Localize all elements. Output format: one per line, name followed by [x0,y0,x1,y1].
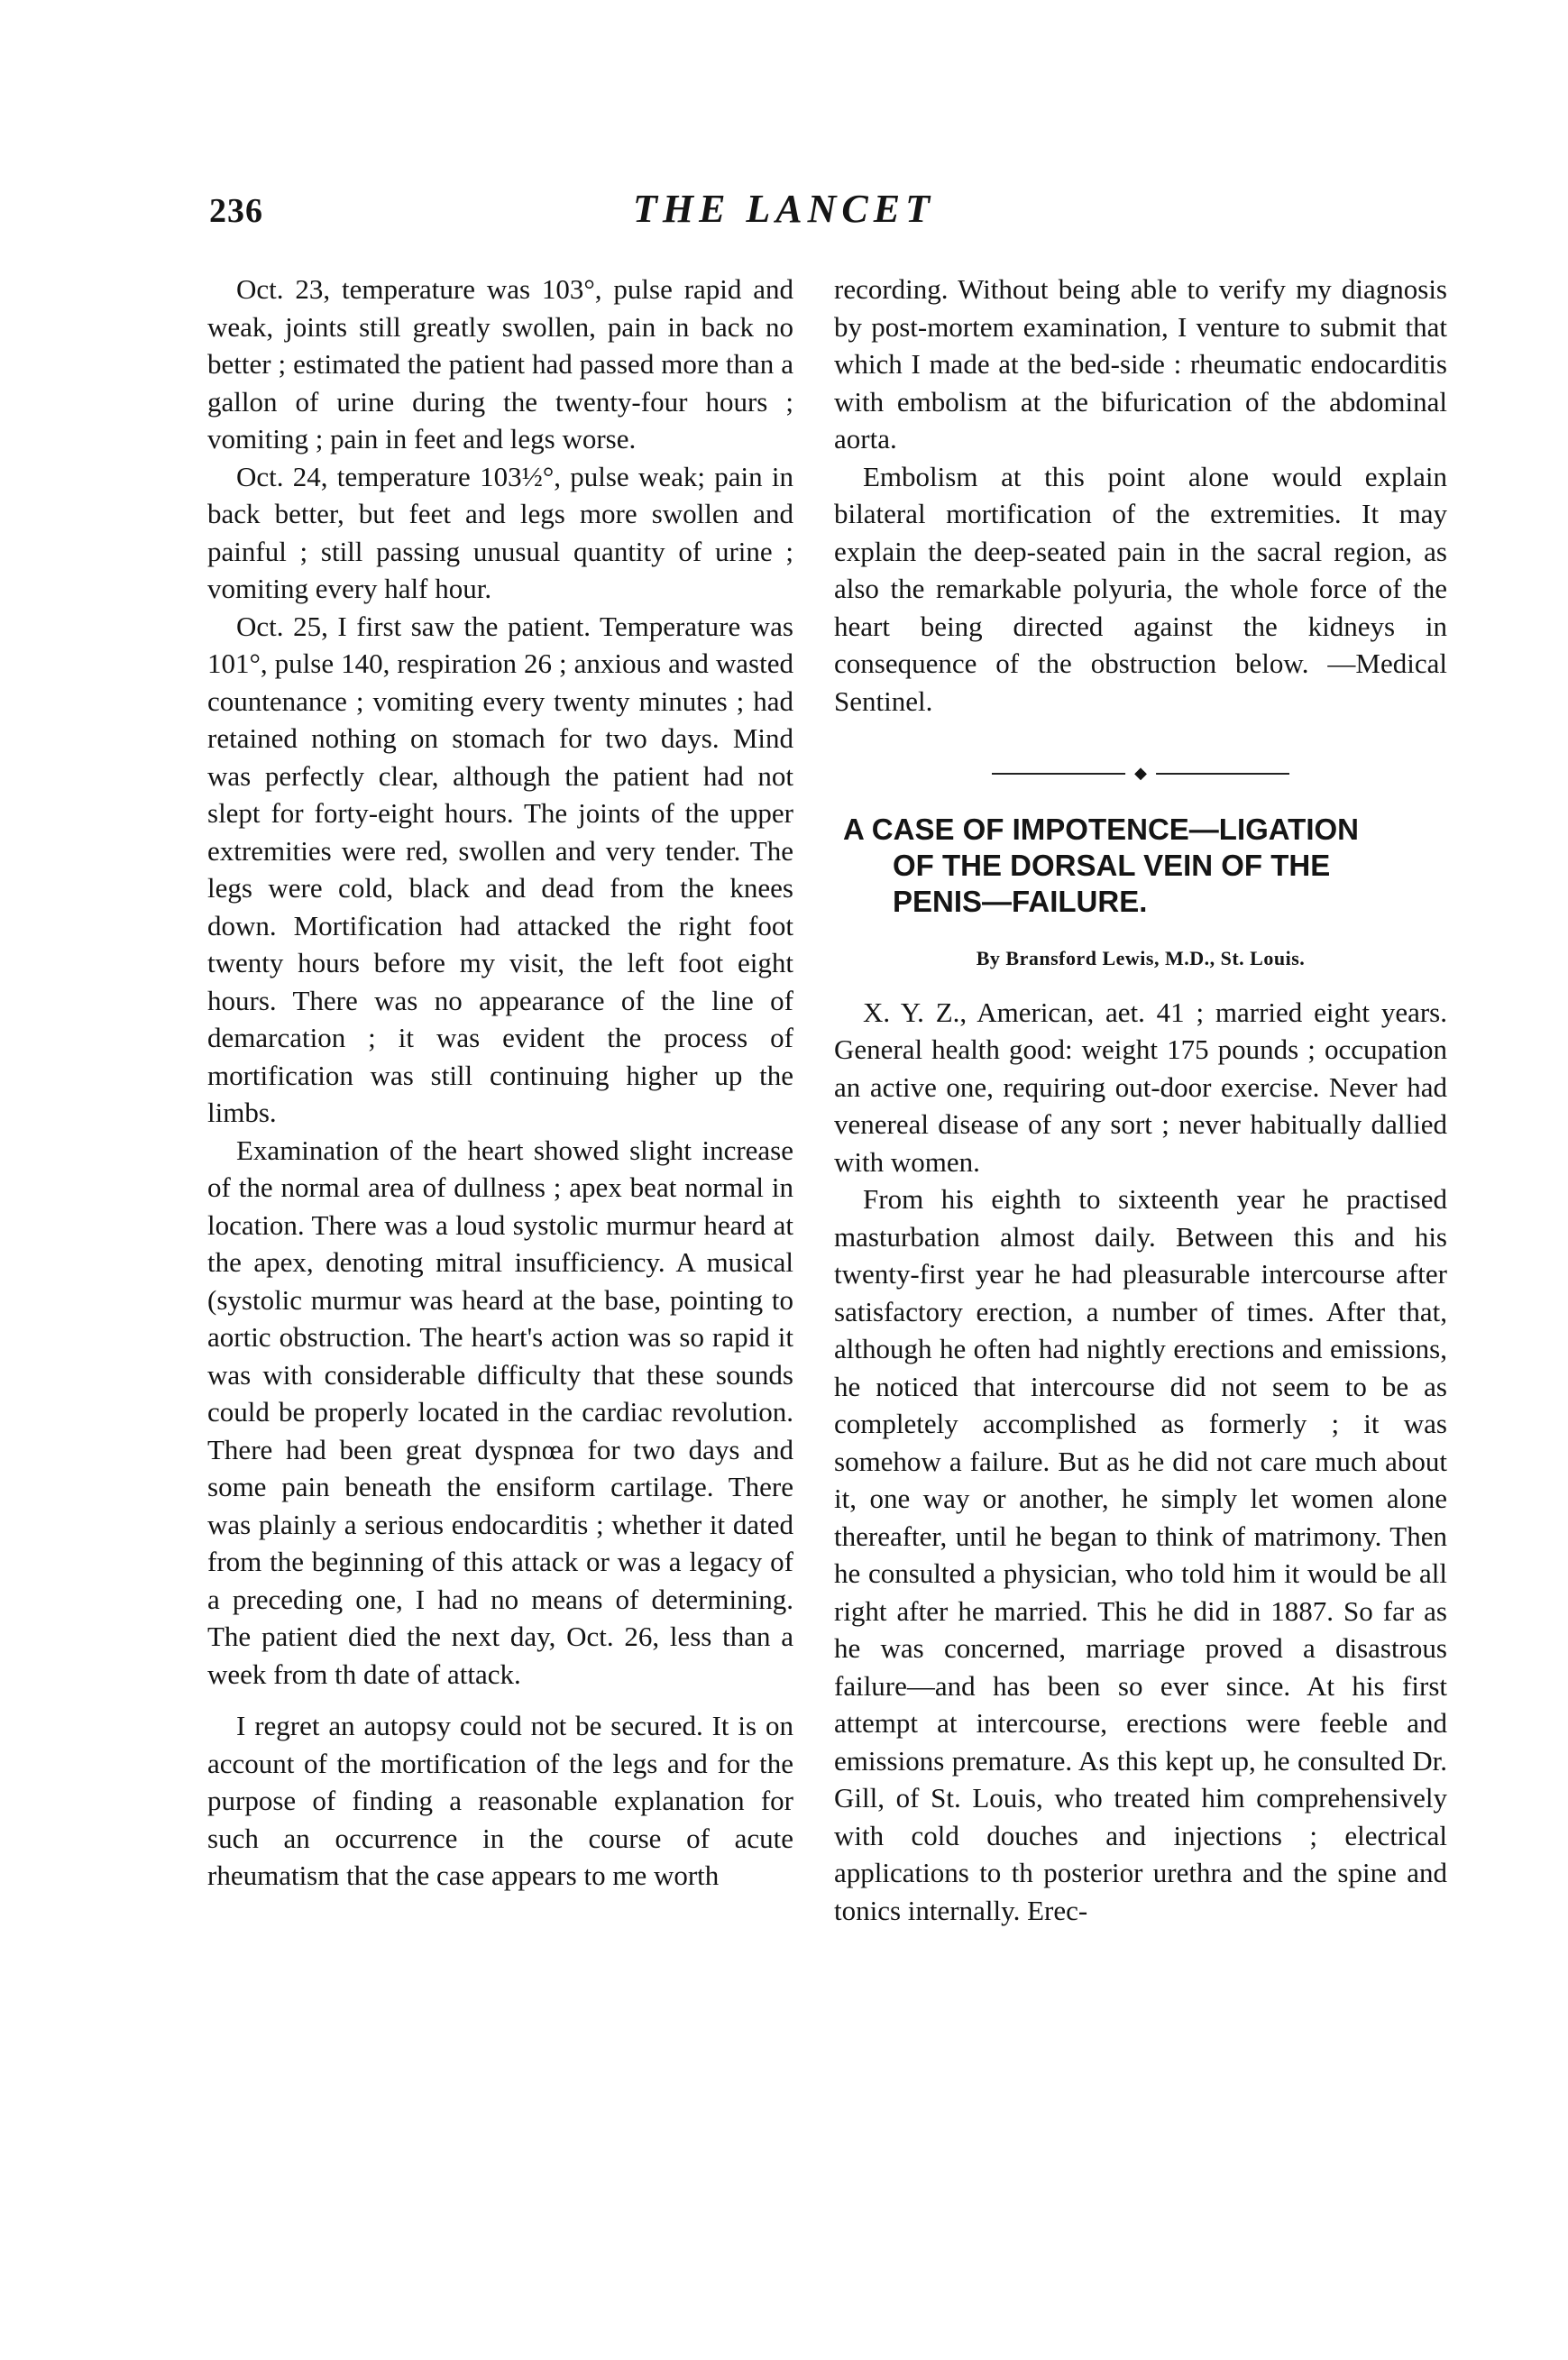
article-title [834,812,1447,920]
section-divider [992,764,1289,782]
paragraph: Examination of the heart showed slight increase of the normal area of dullness ; apex beat normal in location. There was a loud systolic murmur heard at the apex, denoting mitral insufficiency. A musical (systolic murmur was heard at the base, pointing to aortic obstruction. The heart's action was so rapid it was with considerable difficulty that these sounds could be properly located in the cardiac revolution. There had been great dyspnœa for two days and some pain beneath the ensiform cartilage. There was plainly a serious endocarditis ; whether it dated from the beginning of this attack or was a legacy of a preceding one, I had no means of determining. The patient died the next day, Oct. 26, less than a week from th date of attack. [207,1134,793,1690]
page-number: 236 [209,192,263,230]
article-title-line: PENIS—FAILURE. [893,885,1148,918]
paragraph: Oct. 25, I first saw the patient. Temperature was 101°, pulse 140, respiration 26 ; anxious and wasted countenance ; vomiting every twenty minutes ; had retained nothing on stomach for two days. Mind was perfectly clear, although the patient had not slept for forty-eight hours. The joints of the upper extremities were red, swollen and very tender. The legs were cold, black and dead from the knees down. Mortification had attacked the right foot twenty hours before my visit, the left foot eight hours. There was no appearance of the line of demarcation ; it was evident the process of mortification was still continuing higher up the limbs. [207,610,793,1128]
article-title-line: A CASE OF IMPOTENCE—LIGATION [843,813,1360,846]
article-byline: By Bransford Lewis, M.D., St. Louis. [976,947,1306,969]
running-title: THE LANCET [632,187,936,231]
paragraph: Oct. 24, temperature 103½°, pulse weak; pain in back better, but feet and legs more swollen and painful ; still passing unusual quantity of urine ; vomiting every half hour. [207,460,793,604]
paragraph: Oct. 23, temperature was 103°, pulse rapid and weak, joints still greatly swollen, pain in back no better ; estimated the patient had passed more than a gallon of urine during the twenty-four hours ; vomiting ; pain in feet and legs worse. [207,273,793,455]
paragraph: I regret an autopsy could not be secured. It is on account of the mortification of the legs and for the purpose of finding a reasonable explanation for such an occurrence in the course of acute rheumatism that the case appears to me worth [207,1710,793,1891]
paragraph: recording. Without being able to verify my diagnosis by post-mortem examination, I venture to submit that which I made at the bed-side : rheumatic endocarditis with embolism at the bifurication of the abdominal aorta. [834,273,1447,455]
article-title-line: OF THE DORSAL VEIN OF THE [893,849,1331,882]
left-column [207,271,793,1895]
paragraph: Embolism at this point alone would explain bilateral mortification of the extremities. It may explain the deep-seated pain in the sacral region, as also the remarkable polyuria, the whole force of the heart being directed against the kidneys in consequence of the obstruction below. —Medical Sentinel. [834,460,1447,717]
paragraph: X. Y. Z., American, aet. 41 ; married eight years. General health good: weight 175 pounds ; occupation an active one, requiring out-door exercise. Never had venereal disease of any sort ; never habitually dallied with women. [834,996,1447,1178]
paragraph: From his eighth to sixteenth year he practised masturbation almost daily. Between this and his twenty-first year he had pleasurable intercourse after satisfactory erection, a number of times. After that, although he often had nightly erections and emissions, he noticed that intercourse did not seem to be as completely accomplished as formerly ; it was somehow a failure. But as he did not care much about it, one way or another, he simply let women alone thereafter, until he began to think of matrimony. Then he consulted a physician, who told him it would be all right after he married. This he did in 1887. So far as he was concerned, marriage proved a disastrous failure—and has been so ever since. At his first attempt at intercourse, erections were feeble and emissions premature. As this kept up, he consulted Dr. Gill, of St. Louis, who treated him comprehensively with cold douches and injections ; electrical applications to th posterior urethra and the spine and tonics internally. Erec- [834,1183,1447,1926]
divider-ornament-icon: ◆ [1125,765,1156,781]
right-column [834,271,1447,1929]
